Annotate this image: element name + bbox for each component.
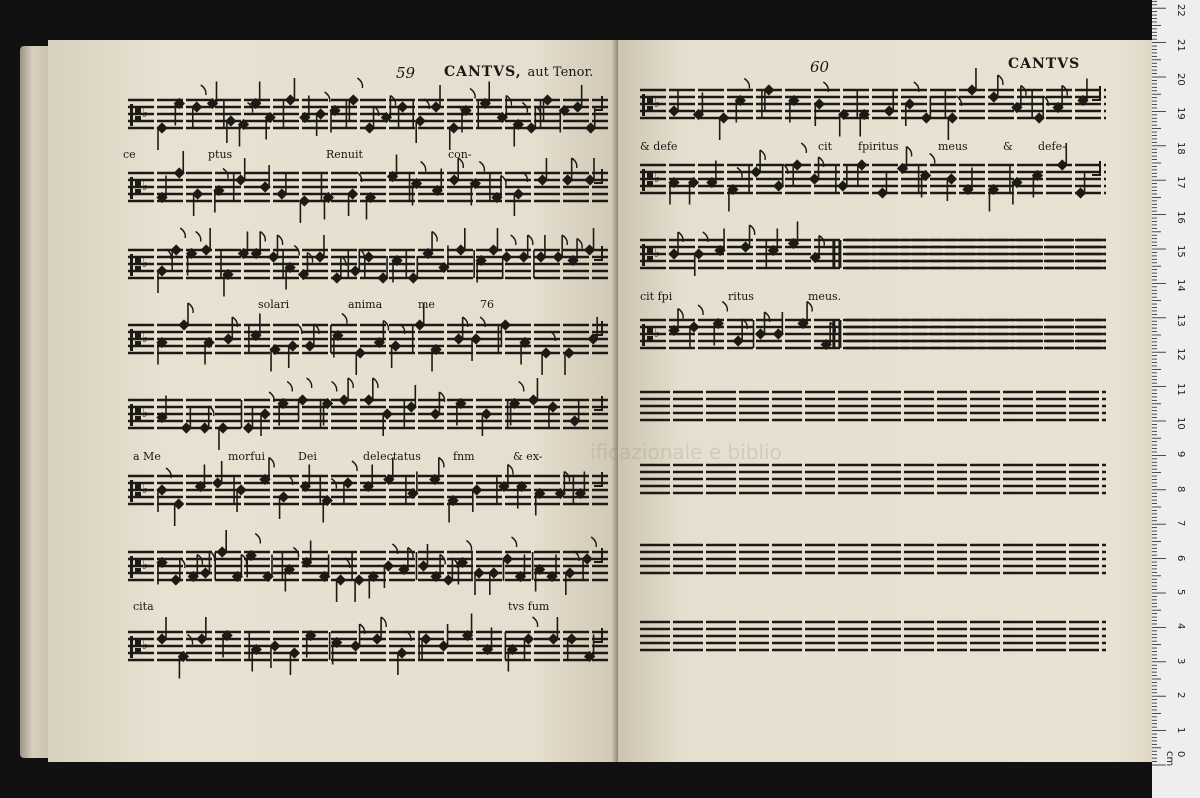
lyric-syllable: delectatus <box>363 450 421 463</box>
note-mark <box>498 465 513 493</box>
note-mark <box>859 109 870 137</box>
note-mark <box>251 644 262 672</box>
note-mark <box>727 168 742 212</box>
svg-text:♭: ♭ <box>654 246 661 261</box>
note-mark <box>988 184 999 212</box>
note-mark <box>735 79 750 123</box>
note-mark <box>284 548 299 592</box>
note-mark <box>259 392 274 436</box>
ruler-number: 10 <box>1175 417 1186 430</box>
note-mark <box>300 465 311 493</box>
lyric-syllable: 76 <box>480 298 494 311</box>
ruler-number: 19 <box>1175 107 1186 121</box>
note-mark <box>470 162 485 206</box>
note-mark <box>217 422 228 450</box>
right-running-head: CANTVS <box>1008 56 1081 72</box>
note-mark <box>250 82 261 110</box>
note-mark <box>322 382 337 426</box>
lyric-syllable: cit <box>818 140 833 153</box>
note-mark <box>534 488 545 516</box>
ruler-number: 16 <box>1175 210 1186 224</box>
note-mark <box>383 458 394 486</box>
ruler-number: 13 <box>1175 313 1186 327</box>
note-mark <box>718 112 729 140</box>
note-mark <box>507 644 518 672</box>
note-mark <box>1057 143 1068 171</box>
note-mark <box>338 378 353 406</box>
lyric-syllable: fpiritus <box>858 140 899 153</box>
lyric-syllable: anima <box>348 298 383 311</box>
note-mark <box>584 228 595 256</box>
lyric-syllable: Renuit <box>326 148 363 161</box>
lyric-syllable: ritus <box>728 290 754 303</box>
svg-text:♭: ♭ <box>654 171 661 186</box>
note-mark <box>195 465 206 493</box>
note-mark <box>363 465 374 493</box>
lyric-syllable: & defe <box>640 140 678 153</box>
note-mark <box>797 302 812 330</box>
svg-text:♭: ♭ <box>142 406 149 421</box>
note-mark <box>668 309 683 337</box>
lyric-syllable: solari <box>258 298 290 311</box>
note-mark <box>714 229 725 257</box>
ruler-number: 9 <box>1175 451 1186 458</box>
ruler-number: 8 <box>1175 485 1186 493</box>
ruler-number: 3 <box>1175 657 1186 665</box>
lyric-syllable: meus <box>938 140 968 153</box>
lyric-syllable: a Me <box>133 450 161 463</box>
note-mark <box>920 154 935 198</box>
note-mark <box>277 382 292 426</box>
note-mark <box>332 314 347 358</box>
ruler-number: 0 cm <box>1164 751 1186 767</box>
lyric-syllable: cita <box>133 600 154 613</box>
note-mark <box>265 112 276 140</box>
music-staff <box>128 607 608 705</box>
blank-staff <box>640 622 1106 662</box>
note-mark <box>534 564 545 592</box>
note-mark <box>285 78 296 106</box>
svg-text:♭: ♭ <box>654 326 661 341</box>
note-mark <box>251 232 266 260</box>
note-mark <box>688 177 699 205</box>
left-page <box>48 40 620 762</box>
note-mark <box>217 530 228 558</box>
note-mark <box>430 344 441 372</box>
blank-staff <box>640 545 1106 585</box>
lyric-syllable: con- <box>448 148 472 161</box>
blank-staff <box>640 392 1106 432</box>
note-mark <box>563 347 574 375</box>
note-mark <box>301 541 312 569</box>
note-mark <box>447 495 458 523</box>
note-mark <box>414 303 425 331</box>
lyric-syllable: ce <box>123 148 136 161</box>
ruler-number: 7 <box>1175 520 1186 527</box>
note-mark <box>422 232 437 260</box>
note-mark <box>200 228 211 256</box>
ruler-number: 17 <box>1175 176 1186 189</box>
blank-staff-extension <box>846 320 1106 360</box>
note-mark <box>246 534 261 578</box>
note-mark <box>238 103 253 147</box>
note-mark <box>429 458 444 486</box>
ruler-number: 15 <box>1175 245 1186 258</box>
lyric-syllable: Dei <box>298 450 317 463</box>
svg-text:♭: ♭ <box>142 256 149 271</box>
note-mark <box>1011 177 1022 205</box>
note-mark <box>387 155 398 183</box>
note-mark <box>528 378 539 406</box>
note-mark <box>238 232 249 260</box>
svg-text:♭: ♭ <box>142 179 149 194</box>
lyric-syllable: tvs fum <box>508 600 550 613</box>
watermark: ificazionale e biblio <box>590 440 782 464</box>
note-mark <box>1077 79 1088 107</box>
lyric-syllable: fnm <box>453 450 475 463</box>
note-mark <box>174 151 185 179</box>
ruler-number: 14 <box>1175 279 1186 293</box>
right-page-number: 60 <box>810 58 830 76</box>
right-page <box>618 40 1166 762</box>
ruler-number: 11 <box>1175 382 1186 396</box>
note-mark <box>513 103 528 147</box>
note-mark <box>365 192 376 220</box>
note-mark <box>222 269 233 297</box>
svg-text:♭: ♭ <box>654 96 661 111</box>
note-mark <box>455 228 466 256</box>
note-mark <box>713 302 728 346</box>
note-mark <box>355 347 366 375</box>
blank-staff <box>640 465 1106 505</box>
lyric-syllable: & ex- <box>513 450 543 463</box>
open-book <box>20 40 1150 765</box>
ruler-number: 18 <box>1175 141 1186 155</box>
lyric-syllable: me <box>418 298 435 311</box>
note-mark <box>480 82 491 110</box>
note-mark <box>509 382 524 426</box>
lyric-syllable: ptus <box>208 148 233 161</box>
note-mark <box>897 147 912 175</box>
lyric-syllable: & <box>1003 140 1013 153</box>
lyric-syllable: cit fpi <box>640 290 673 303</box>
ruler-number: 22 <box>1175 4 1186 17</box>
ruler-number: 5 <box>1175 589 1186 596</box>
note-mark <box>966 68 977 96</box>
note-mark <box>186 232 201 276</box>
lyric-syllable: morfui <box>228 450 265 463</box>
blank-staff-extension <box>846 240 1106 280</box>
note-mark <box>460 89 475 133</box>
note-mark <box>368 571 379 599</box>
svg-text:♭: ♭ <box>142 106 149 121</box>
note-mark <box>207 82 218 110</box>
svg-text:♭: ♭ <box>142 331 149 346</box>
lyric-syllable: defe- <box>1038 140 1066 153</box>
note-mark <box>171 228 186 272</box>
note-mark <box>567 239 582 267</box>
left-running-head: CANTVS, aut Tenor. <box>444 64 594 80</box>
note-mark <box>178 303 193 331</box>
cm-ruler <box>1152 0 1200 798</box>
ruler-number: 4 <box>1175 623 1186 630</box>
note-mark <box>259 458 274 486</box>
note-mark <box>156 337 167 365</box>
note-mark <box>156 122 167 150</box>
ruler-number: 1 <box>1175 726 1186 733</box>
note-mark <box>284 246 299 290</box>
ruler-number: 21 <box>1175 38 1186 52</box>
note-mark <box>353 574 364 602</box>
note-mark <box>322 479 337 523</box>
note-mark <box>768 229 779 257</box>
svg-text:♭: ♭ <box>142 482 149 497</box>
note-mark <box>203 337 214 365</box>
note-mark <box>457 541 472 585</box>
note-mark <box>363 378 378 406</box>
lyric-syllable: meus. <box>808 290 842 303</box>
ruler-number: 12 <box>1175 348 1186 361</box>
note-mark <box>213 169 228 213</box>
note-mark <box>788 222 799 250</box>
note-mark <box>411 162 426 206</box>
ruler-number: 2 <box>1175 692 1186 699</box>
note-mark <box>462 614 473 642</box>
note-mark <box>488 228 499 256</box>
note-mark <box>178 635 193 679</box>
svg-text:♭: ♭ <box>142 638 149 653</box>
left-page-number: 59 <box>396 64 416 82</box>
note-mark <box>838 109 849 137</box>
note-mark <box>287 324 302 368</box>
ruler-number: 6 <box>1175 554 1186 561</box>
note-mark <box>269 344 280 372</box>
note-mark <box>299 195 310 223</box>
svg-text:♭: ♭ <box>142 558 149 573</box>
note-mark <box>173 498 184 526</box>
ruler-number: 20 <box>1175 73 1186 86</box>
note-mark <box>519 337 530 365</box>
note-mark <box>323 192 334 220</box>
note-mark <box>347 172 362 216</box>
note-mark <box>250 314 261 342</box>
note-mark <box>668 177 679 205</box>
